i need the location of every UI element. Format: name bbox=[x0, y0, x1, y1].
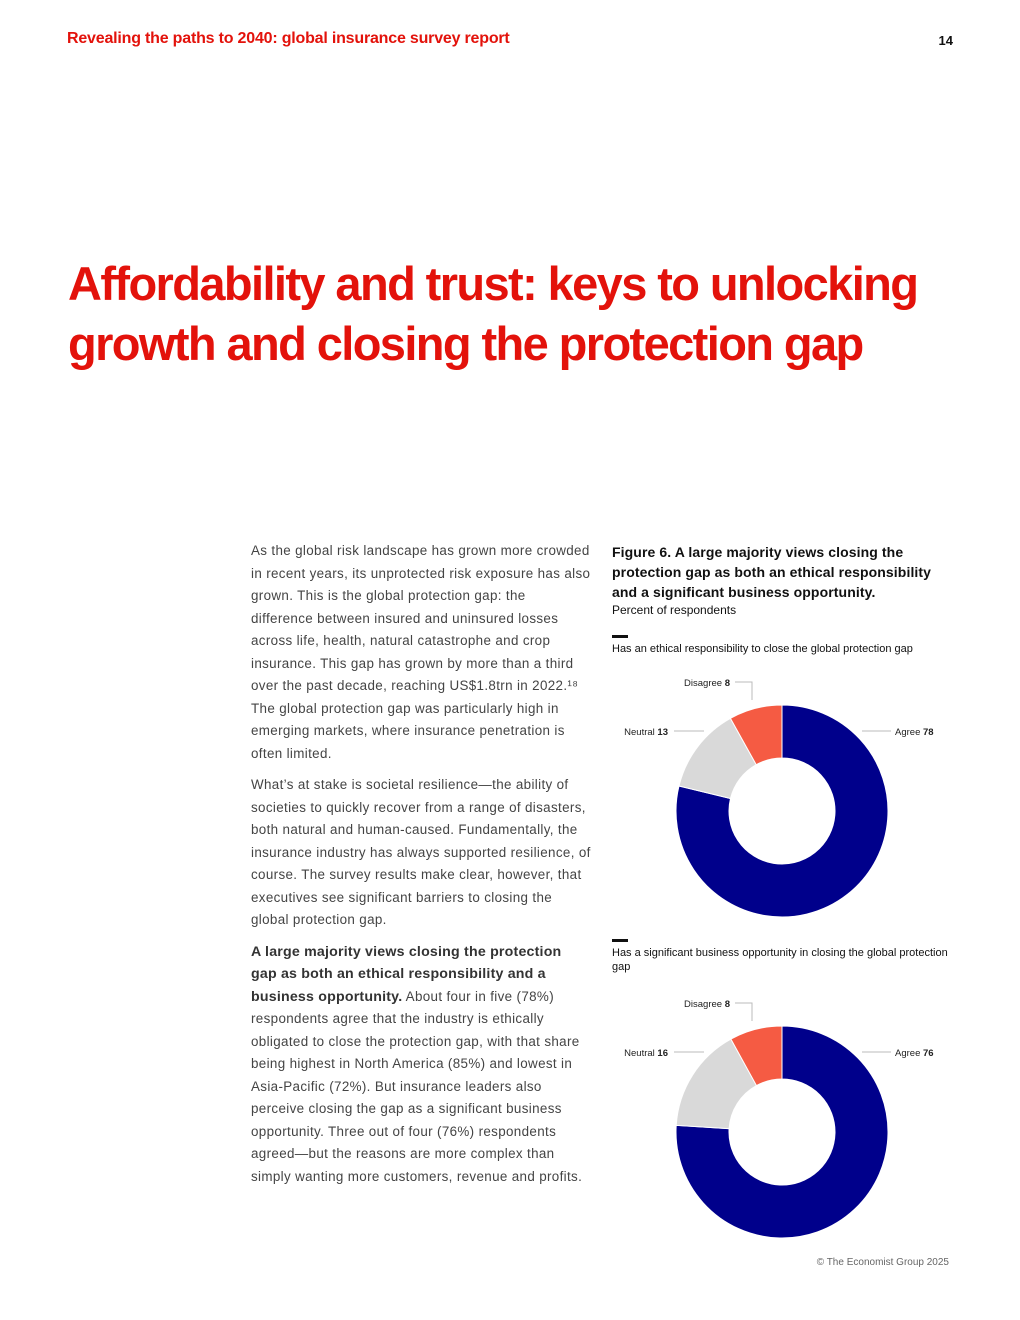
body-text bbox=[251, 540, 591, 1197]
leader-line bbox=[735, 1003, 752, 1021]
paragraph-3-text: About four in five (78%) respondents agree that the industry is ethically obligated to close the protection gap, with that share being highest in North America (85%) and lowest in Asia-Pacific (72%). But insurance leaders also perceive closing the gap as a significant business opportunity. Three out of four (76%) respondents agreed—but the reasons are more complex than simply wanting more customers, revenue and profits. bbox=[251, 988, 583, 1184]
chart-2-title: Has a significant business opportunity in closing the global protection gap bbox=[612, 947, 948, 973]
data-label-neutral: Neutral 16 bbox=[624, 1048, 668, 1059]
paragraph-2: What’s at stake is societal resilience—the ability of societies to quickly recover from a range of disasters, both natural and human-caused. Fundamentally, the insurance industry has always supported resilience, of course. The survey results make clear, however, that executives see significant barriers to closing the global protection gap. bbox=[251, 777, 591, 927]
figure-6 bbox=[612, 542, 957, 1249]
data-label-disagree: Disagree 8 bbox=[684, 678, 730, 689]
page-number: 14 bbox=[938, 33, 953, 48]
paragraph-1: As the global risk landscape has grown more crowded in recent years, its unprotected risk exposure has also grown. This is the global protection gap: the difference between insured and uninsured losses across life, health, natural catastrophe and crop insurance. This gap has grown by more than a third over the past decade, reaching US$1.8trn in 2022.¹⁸ The global protection gap was particularly high in emerging markets, where insurance penetration is often limited. bbox=[251, 543, 591, 761]
paragraph-3-lead: A large majority views closing the protection gap as both an ethical responsibility and a business opportunity. bbox=[251, 943, 562, 1005]
leader-line bbox=[735, 682, 752, 700]
running-title: Revealing the paths to 2040: global insurance survey report bbox=[67, 30, 510, 47]
copyright: © The Economist Group 2025 bbox=[816, 1257, 949, 1268]
chart-rule bbox=[612, 939, 628, 942]
chart-1-title: Has an ethical responsibility to close the global protection gap bbox=[612, 643, 913, 655]
donut-chart-1 bbox=[612, 656, 957, 926]
donut-chart-2 bbox=[612, 974, 957, 1244]
data-label-neutral: Neutral 13 bbox=[624, 727, 668, 738]
data-label-disagree: Disagree 8 bbox=[684, 999, 730, 1010]
headline: Affordability and trust: keys to unlocking growth and closing the protection gap bbox=[68, 257, 918, 370]
data-label-agree: Agree 78 bbox=[895, 727, 934, 738]
figure-subtitle: Percent of respondents bbox=[612, 603, 737, 617]
chart-rule bbox=[612, 635, 628, 638]
figure-title: Figure 6. A large majority views closing the protection gap as both an ethical responsibility and a significant business opportunity. bbox=[612, 544, 932, 600]
data-label-agree: Agree 76 bbox=[895, 1048, 934, 1059]
paragraph-3 bbox=[251, 941, 591, 1189]
